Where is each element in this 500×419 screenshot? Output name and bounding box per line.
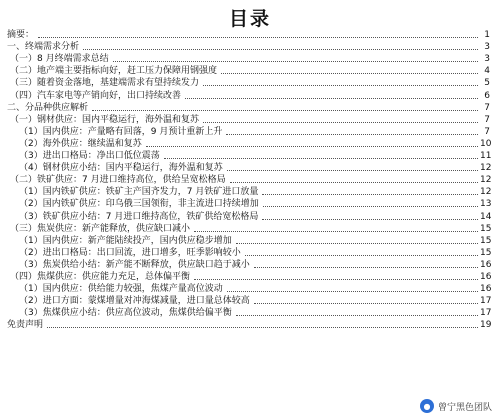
toc-entry-page: 13 [480,199,492,210]
dot-leader [194,278,478,280]
dot-leader [92,109,478,111]
toc-entry-title: 一、终端需求分析 [7,42,80,53]
toc-entry-title: （4）钢材供应小结：国内平稳运行，海外温和复苏 [19,163,223,174]
toc-entry-page: 10 [480,138,492,149]
toc-entry-page: 12 [480,187,492,198]
toc-entry-page: 7 [484,102,490,113]
toc-entry-page: 1 [484,30,490,41]
toc-entry-page: 12 [480,175,492,186]
toc-entry-title: （四）焦煤供应：供应能力充足，总体偏平衡 [10,271,191,282]
toc-entry-title: 摘要： [7,30,35,41]
table-of-contents [0,29,500,331]
dot-leader [164,157,478,159]
dot-leader [226,133,478,135]
toc-entry[interactable] [0,247,500,259]
toc-entry-title: （二）铁矿供应：7 月进口维持高位，供给呈宽松格局 [10,175,226,186]
toc-entry[interactable] [0,295,500,307]
toc-entry-page: 15 [480,247,492,258]
toc-entry-page: 4 [484,66,490,77]
toc-entry-title: 二、分品种供应解析 [7,102,89,113]
toc-entry-page: 7 [484,126,490,137]
toc-entry[interactable] [0,259,500,271]
toc-entry[interactable] [0,89,500,101]
toc-entry-title: （一）钢材供应：国内平稳运行，海外温和复苏 [10,114,200,125]
dot-leader [83,48,478,50]
dot-leader [113,60,478,62]
toc-entry-page: 5 [484,78,490,89]
dot-leader [262,218,478,220]
dot-leader [230,181,478,183]
toc-entry[interactable] [0,126,500,138]
toc-entry-title: （三）焦炭供应：新产能释放，供应缺口减小 [10,223,191,234]
toc-entry-page: 15 [480,223,492,234]
toc-entry-title: （3）焦煤供应小结：供应高位波动，焦煤供给偏平衡 [19,308,232,319]
toc-entry[interactable] [0,138,500,150]
dot-leader [221,72,478,74]
toc-entry-title: （二）地产端主要指标向好，赶工压力保障用钢强度 [10,66,218,77]
toc-entry-title: （2）进出口格局：出口回流，进口增多，旺季影响较小 [19,247,241,258]
dot-leader [203,121,478,123]
toc-entry-page: 14 [480,211,492,222]
dot-leader [47,326,478,328]
dot-leader [227,169,478,171]
dot-leader [185,97,478,99]
toc-entry-title: （2）海外供应：继续温和复苏 [19,138,142,149]
toc-entry-title: （一）8 月终端需求总结 [10,54,109,65]
toc-entry-title: （四）汽车家电等产销向好，出口持续改善 [10,90,182,101]
toc-entry-page: 6 [484,90,490,101]
toc-entry[interactable] [0,174,500,186]
toc-entry-page: 15 [480,235,492,246]
toc-entry-title: 免责声明 [7,320,44,331]
toc-entry-title: （1）国内供应：产量略有回落，9 月预计重新上升 [19,126,223,137]
dot-leader [236,242,478,244]
toc-entry[interactable] [0,283,500,295]
toc-entry[interactable] [0,198,500,210]
toc-entry[interactable] [0,53,500,65]
toc-entry[interactable] [0,41,500,53]
dot-leader [254,302,478,304]
toc-entry-title: （2）国内铁矿供应：印乌俄三国领衔，非主流进口持续增加 [19,199,259,210]
toc-entry-page: 12 [480,163,492,174]
dot-leader [245,254,478,256]
toc-entry-page: 3 [484,42,490,53]
toc-entry[interactable] [0,162,500,174]
toc-entry-title: （2）进口方面：蒙煤增量对冲海煤减量，进口量总体较高 [19,296,250,307]
toc-entry[interactable] [0,235,500,247]
toc-entry-title: （3）焦炭供给小结：新产能不断释放，供应缺口趋于减小 [19,259,250,270]
watermark-text: 曾宁黑色团队 [437,402,492,413]
toc-entry[interactable] [0,186,500,198]
toc-entry-title: （3）铁矿供应小结：7 月进口维持高位，铁矿供给宽松格局 [19,211,259,222]
toc-entry[interactable] [0,114,500,126]
watermark [420,399,492,413]
dot-leader [38,36,478,38]
toc-entry[interactable] [0,65,500,77]
dot-leader [262,193,478,195]
toc-entry-page: 16 [480,271,492,282]
toc-entry-page: 17 [480,308,492,319]
toc-entry-page: 16 [480,284,492,295]
toc-entry-title: （1）国内供应：新产能陆续投产，国内供应稳步增加 [19,235,232,246]
toc-entry[interactable] [0,319,500,331]
toc-entry-page: 19 [480,320,492,331]
dot-leader [194,230,478,232]
toc-entry-title: （3）进出口格局：净出口低位震荡 [19,151,160,162]
toc-entry-title: （三）随着资金落地，基建端需求有望持续发力 [10,78,200,89]
dot-leader [227,290,478,292]
dot-leader [146,145,478,147]
toc-entry-page: 11 [480,151,492,162]
toc-entry[interactable] [0,102,500,114]
dot-leader [236,314,478,316]
dot-leader [263,205,478,207]
toc-entry[interactable] [0,29,500,41]
page-title: 目录 [228,8,271,30]
toc-entry-title: （1）国内供应：供给能力较强，焦煤产量高位波动 [19,284,223,295]
toc-entry[interactable] [0,271,500,283]
toc-entry-page: 17 [480,296,492,307]
dot-leader [254,266,478,268]
toc-entry[interactable] [0,150,500,162]
toc-entry[interactable] [0,77,500,89]
dot-leader [203,84,478,86]
toc-entry-title: （1）国内铁矿供应：铁矿主产国齐发力，7 月铁矿进口放量 [19,187,259,198]
toc-entry[interactable] [0,210,500,222]
wechat-icon: ● [420,399,434,413]
toc-entry-page: 16 [480,259,492,270]
toc-entry[interactable] [0,223,500,235]
toc-entry-page: 3 [484,54,490,65]
toc-entry[interactable] [0,307,500,319]
toc-entry-page: 7 [484,114,490,125]
